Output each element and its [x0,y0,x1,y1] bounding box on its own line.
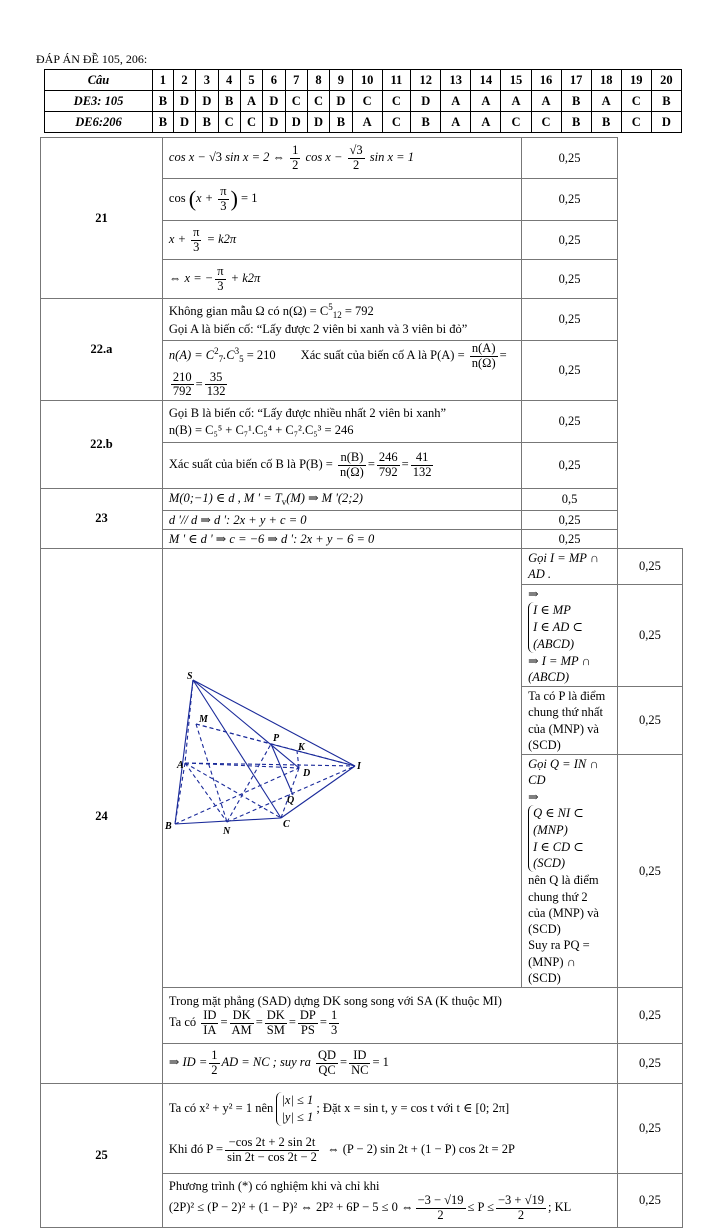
q23-step-2: d '// d ⇒ d ': 2x + y + c = 0 [162,510,521,529]
answer-cell: A [352,112,382,133]
points: 0,25 [522,401,618,443]
points: 0,25 [522,299,618,341]
question-number-cell: 2 [173,70,195,91]
q24-row-1 [41,549,683,585]
label-P: P [272,733,280,745]
question-number-cell: 17 [561,70,591,91]
points: 0,25 [522,260,618,299]
q23-row-1 [41,489,683,511]
q23-step-1: M(0;−1) ∈ d , M ' = $T_v(M)$ ⇒ M '(2;2) [162,489,521,511]
points: 0,25 [617,584,682,686]
question-number: 24 [41,549,163,1084]
answer-cell: A [471,112,501,133]
points: 0,25 [617,755,682,988]
answer-cell: A [531,91,561,112]
answer-cell: D [330,91,352,112]
answer-cell: B [561,91,591,112]
question-number-cell: 4 [218,70,240,91]
question-number: 22.b [41,401,163,489]
answer-cell: B [218,91,240,112]
label-C: C [282,819,290,831]
edge-SD [193,680,299,768]
question-number-cell: 13 [441,70,471,91]
answer-cell: D [173,91,195,112]
question-number-cell: 11 [382,70,411,91]
answer-cell: C [621,91,651,112]
answer-cell: C [621,112,651,133]
question-number: 21 [41,138,163,299]
label-A: A [176,760,184,772]
answer-cell: A [441,112,471,133]
answer-key-row [45,112,682,133]
points: 0,25 [617,1044,682,1084]
answer-cell: C [307,91,329,112]
q22a-row-1 [41,299,683,341]
answer-cell: C [240,112,262,133]
row-label: DE6:206 [45,112,153,133]
question-number-cell: 18 [591,70,621,91]
answer-cell: D [263,112,285,133]
head-label: Câu [45,70,153,91]
q25-step-2: Phương trình (*) có nghiệm khi và chỉ khi (2P)² ≤ (P − 2)² + (1 − P)² ⇔ 2P² + 6P − 5 ≤ 0 ⇔ $\frac{-3 - √19}{2}$ ≤ P ≤ $\frac{-3 + √19}{2}$ ; KL [162,1174,617,1228]
points: 0,5 [522,489,618,511]
question-number: 23 [41,489,163,549]
points: 0,25 [522,529,618,548]
answer-cell: C [382,91,411,112]
q24-step-3: Ta có P là điểm chung thứ nhất của (MNP) và (SCD) [522,687,618,755]
q21-row-1 [41,138,683,179]
edge-SB [175,680,193,824]
question-number: 25 [41,1084,163,1228]
edge-SI [193,680,355,766]
row-label: DE3: 105 [45,91,153,112]
q22a-step-1: Không gian mẫu Ω có $n(\Omega) = C^5_{12} = 792$ Gọi A là biến cố: “Lấy được 2 viên bi xanh và 3 viên bi đỏ” [162,299,521,341]
points: 0,25 [617,1084,682,1174]
q25-row-1 [41,1084,683,1174]
question-number-cell: 7 [285,70,307,91]
points: 0,25 [522,138,618,179]
points: 0,25 [617,687,682,755]
q24-step-1: Gọi I = MP ∩ AD . [522,549,618,585]
answer-cell: B [651,91,681,112]
answer-cell: C [501,112,531,133]
points: 0,25 [522,221,618,260]
points: 0,25 [522,341,618,401]
question-number-cell: 15 [501,70,531,91]
question-number-cell: 10 [352,70,382,91]
q22b-step-2: Xác suất của biến cố B là P(B) = $\frac{n(B)}{n(\Omega)}$ = $\frac{246}{792}$ = $\frac{41}{132}$ [162,443,521,489]
points: 0,25 [617,988,682,1044]
q22b-step-1: Gọi B là biến cố: “Lấy được nhiều nhất 2 viên bi xanh” n(B) = C₅⁵ + C₇¹.C₅⁴ + C₇².C₅³ = 246 [162,401,521,443]
points: 0,25 [522,510,618,529]
question-number-cell: 5 [240,70,262,91]
answer-cell: D [263,91,285,112]
edge-PQ [271,744,293,795]
answer-cell: D [285,112,307,133]
question-number-cell: 3 [196,70,218,91]
answer-cell: D [651,112,681,133]
question-number-cell: 14 [471,70,501,91]
q23-step-3: M ' ∈ d ' ⇒ c = −6 ⇒ d ': 2x + y − 6 = 0 [162,529,521,548]
label-M: M [198,714,208,726]
question-number-cell: 20 [651,70,681,91]
answer-cell: D [196,91,218,112]
q24-step-5: Trong mặt phẳng (SAD) dựng DK song song với SA (K thuộc MI) Ta có $\frac{ID}{IA}$ = $\frac{DK}{AM}$ = $\frac{DK}{SM}$ = $\frac{DP}{PS}$ = $\frac{1}{3}$ [162,988,617,1044]
label-I: I [356,761,361,773]
answer-key-header-row [45,70,682,91]
q21-step-3: x + $\frac{\pi}{3}$ = k2π [162,221,521,260]
q24-step-6: ⇒ ID = $\frac{1}{2}$ AD = NC ; suy ra $\frac{QD}{QC}$ = $\frac{ID}{NC}$ = 1 [162,1044,617,1084]
answer-cell: B [591,112,621,133]
q24-step-4: Gọi Q = IN ∩ CD ⇒Q ∈ NI ⊂ (MNP) I ∈ CD ⊂ (SCD) nên Q là điểm chung thứ 2 của (MNP) và (SCD) Suy ra PQ = (MNP) ∩ (SCD) [522,755,618,988]
pyramid-diagram [163,672,383,864]
points: 0,25 [522,443,618,489]
label-D: D [302,768,311,780]
points: 0,25 [617,549,682,585]
answer-cell: A [501,91,531,112]
answer-cell: B [153,91,174,112]
question-number-cell: 19 [621,70,651,91]
label-N: N [222,826,231,838]
answer-cell: C [382,112,411,133]
label-S: S [186,671,193,683]
q24-step-2: ⇒I ∈ MP I ∈ AD ⊂ (ABCD) ⇒ I = MP ∩ (ABCD) [522,584,618,686]
label-B: B [164,821,172,833]
answer-cell: B [330,112,352,133]
answer-cell: A [471,91,501,112]
answer-cell: B [411,112,441,133]
answer-key-row [45,91,682,112]
answer-cell: A [441,91,471,112]
solution-table [40,137,683,1228]
label-K: K [297,742,305,754]
question-number-cell: 12 [411,70,441,91]
question-number-cell: 6 [263,70,285,91]
q22a-step-2: $n(A) = C^2_7.C^3_5 = 210$ Xác suất của biến cố A là P(A) = $\frac{n(A)}{n(\Omega)}$ = $\frac{210}{792}$ = $\frac{35}{132}$ [162,341,521,401]
answer-cell: A [591,91,621,112]
answer-cell: A [240,91,262,112]
answer-cell: B [153,112,174,133]
answer-cell: C [352,91,382,112]
question-number-cell: 8 [307,70,329,91]
q25-step-1: Ta có x² + y² = 1 nên |x| ≤ 1 |y| ≤ 1 ; Đặt x = sin t, y = cos t với t ∈ [0; 2π] Khi đó P = $\frac{-\cos 2t + 2 \sin 2t}{\sin 2t - \cos 2t - 2}$ ⇔ (P − 2) sin 2t + (1 − P) cos 2t = 2P [162,1084,617,1174]
edge-SC [193,680,281,818]
answer-cell: B [196,112,218,133]
q21-step-4: ⇔ x = − $\frac{\pi}{3}$ + k2π [162,260,521,299]
points: 0,25 [522,179,618,221]
question-number: 22.a [41,299,163,401]
answer-cell: C [218,112,240,133]
page-title: ĐÁP ÁN ĐỀ 105, 206: [36,52,148,66]
q22b-row-1 [41,401,683,443]
question-number-cell: 1 [153,70,174,91]
q21-step-2: cos (x + $\frac{\pi}{3}$ ) = 1 [162,179,521,221]
answer-cell: B [561,112,591,133]
answer-key-table [44,69,682,133]
question-number-cell: 9 [330,70,352,91]
answer-cell: C [285,91,307,112]
answer-cell: C [531,112,561,133]
q21-step-1: cos x − √3 sin x = 2 ⇔ $\frac{1}{2}$ cos x − $\frac{√3}{2}$ sin x = 1 [162,138,521,179]
label-Q: Q [286,795,295,807]
answer-cell: D [411,91,441,112]
answer-cell: D [173,112,195,133]
points: 0,25 [617,1174,682,1228]
question-number-cell: 16 [531,70,561,91]
pyramid-figure [162,549,521,988]
answer-cell: D [307,112,329,133]
